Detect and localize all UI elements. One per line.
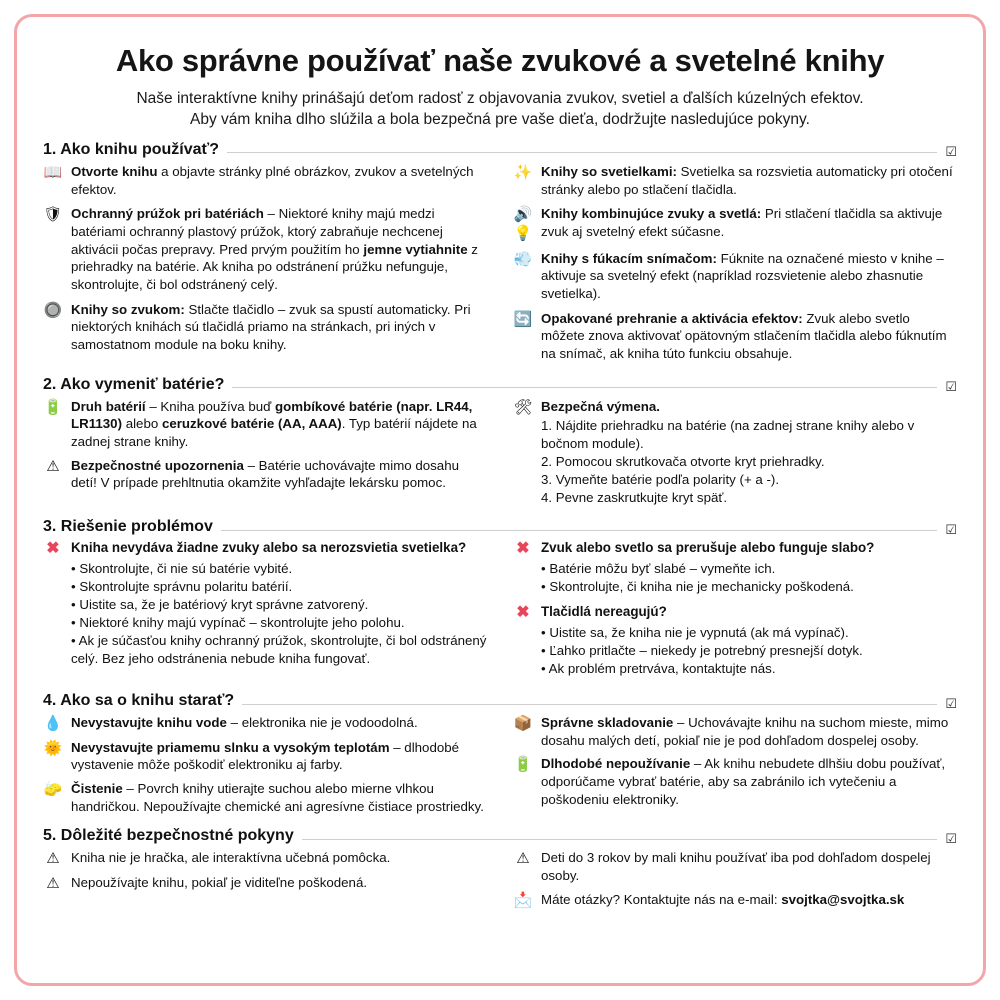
section (43, 518, 957, 686)
instruction-text: Bezpečnostné upozornenia – Batérie uchovávajte mimo dosahu detí! V prípade prehltnutia okamžite vyhľadajte lekársku pomoc. (71, 457, 459, 491)
instruction-item (513, 205, 957, 243)
bullet-item: • Uistite sa, že kniha nie je vypnutá (ak má vypínač). (541, 624, 849, 640)
section-rule (227, 152, 937, 153)
tools-icon: 🛠 (513, 398, 533, 416)
section (43, 141, 957, 370)
button-press-icon: 🔘 (43, 301, 63, 319)
section-columns (43, 398, 957, 513)
problem-question-text: Tlačidlá nereagujú? (541, 604, 667, 620)
instruction-item (513, 250, 957, 303)
bullet-item: • Niektoré knihy majú vypínač – skontrolujte jeho polohu. (71, 615, 405, 631)
instruction-text: Čistenie – Povrch knihy utierajte suchou alebo mierne vlhkou handričkou. Nepoužívajte chemické ani agresívne čistiace prostriedky. (71, 781, 484, 814)
section-rule (232, 387, 937, 388)
section-column-right (513, 398, 957, 513)
intro-paragraph (60, 89, 940, 131)
section-title: 4. Ako sa o knihu starať? (43, 692, 235, 710)
problem-bullets (71, 560, 487, 668)
instruction-item (43, 398, 487, 451)
page-title: Ako správne používať naše zvukové a svetelné knihy (115, 43, 885, 78)
instruction-text: Knihy kombinujúce zvuky a svetlá: Pri stlačení tlačidla sa aktivuje zvuk aj svetelný efekt súčasne. (541, 206, 943, 239)
instruction-text: Nepoužívajte knihu, pokiaľ je viditeľne poškodená. (71, 875, 368, 891)
instruction-item (43, 163, 487, 198)
instruction-item (513, 849, 957, 884)
instruction-text: Otvorte knihu a objavte stránky plné obrázkov, zvukov a svetelných efektov. (71, 163, 474, 197)
instruction-item (43, 849, 487, 868)
section-column-left (43, 849, 487, 915)
battery-icon: 🔋 (43, 398, 63, 416)
section-column-right (513, 163, 957, 370)
email-icon: 📩 (513, 891, 533, 909)
x-mark-icon: ✖ (516, 540, 530, 558)
checkbox-icon: ☑ (945, 830, 957, 846)
section-title: 3. Riešenie problémov (43, 518, 213, 536)
instruction-item (43, 739, 487, 774)
problem-question (43, 540, 487, 558)
section-columns (43, 849, 957, 915)
instruction-text: Ochranný prúžok pri batériách – Niektoré knihy majú medzi batériami ochranný plastový prúžok, ktorý zabraňuje nechcenej aktivácii počas prepravy. Pred prvým použitím ho jemne vytiahnite z priehradky na batérie. Ak kniha po odstránení prúžku nefunguje, skontrolujte, či bol odstránený celý. (71, 206, 478, 292)
section-column-right (513, 714, 957, 821)
instruction-item (513, 755, 957, 808)
warning-icon: ⚠ (46, 457, 60, 475)
blow-sensor-icon: 💨 (513, 250, 533, 268)
checkbox-icon: ☑ (945, 521, 957, 537)
section-title: 2. Ako vymeniť batérie? (43, 375, 225, 393)
bullet-item: • Uistite sa, že je batériový kryt správne zatvorený. (71, 597, 369, 613)
document-frame (14, 14, 986, 986)
sun-icon: 🌞 (43, 739, 63, 757)
steps-list (541, 417, 957, 506)
bullet-item: • Batérie môžu byť slabé – vymeňte ich. (541, 561, 776, 577)
bullet-item: • Ľahko pritlačte – niekedy je potrebný presnejší dotyk. (541, 642, 863, 658)
instruction-item (43, 457, 487, 492)
section-header (43, 518, 957, 536)
section-columns (43, 163, 957, 370)
instruction-text: Kniha nie je hračka, ale interaktívna učebná pomôcka. (71, 850, 391, 866)
warning-icon: ⚠ (516, 850, 530, 868)
x-mark-icon: ✖ (516, 604, 530, 622)
bullet-item: • Skontrolujte správnu polaritu batérií. (71, 579, 293, 595)
section (43, 376, 957, 513)
section-title: 1. Ako knihu používať? (43, 140, 219, 158)
instruction-text: Bezpečná výmena. 1. Nájdite priehradku na batérie (na zadnej strane knihy alebo v bočnom module). 2. Pomocou skrutkovača otvorte kryt priehradky. 3. Vymeňte batérie podľa polarity (+ a -). 4. Pevne zaskrutkujte kryt späť. (541, 398, 957, 507)
warning-icon: ⚠ (46, 875, 60, 893)
warning-icon: ⚠ (46, 850, 60, 868)
section (43, 827, 957, 915)
section-header (43, 827, 957, 845)
section-column-left (43, 714, 487, 821)
section-column-left (43, 540, 487, 686)
checkbox-icon: ☑ (945, 144, 957, 160)
section-header (43, 692, 957, 710)
problem-bullets (541, 624, 957, 678)
bullet-item: • Ak je súčasťou knihy ochranný prúžok, skontrolujte, či bol odstránený celý. Bez jeho odstránenia nebude kniha fungovať. (71, 633, 487, 667)
sponge-icon: 🧽 (43, 781, 63, 799)
intro-line-2: Aby vám kniha dlho slúžila a bola bezpečná pre vaše dieťa, dodržujte nasledujúce pokyny. (190, 110, 810, 128)
problem-question (513, 604, 957, 622)
instruction-text: Druh batérií – Kniha používa buď gombíkové batérie (napr. LR44, LR1130) alebo ceruzkové batérie (AA, AAA). Typ batérií nájdete na zadnej strane knihy. (71, 398, 477, 450)
instruction-item (43, 874, 487, 893)
x-mark-icon: ✖ (46, 540, 60, 558)
speaker-bulb-icon: 🔊💡 (513, 206, 533, 242)
section-header (43, 376, 957, 394)
step-item: 4. Pevne zaskrutkujte kryt späť. (541, 489, 728, 505)
section-header (43, 141, 957, 159)
water-drop-icon: 💧 (43, 715, 63, 733)
instruction-text: Máte otázky? Kontaktujte nás na e-mail: svojtka@svojtka.sk (541, 891, 905, 907)
section-column-right (513, 849, 957, 915)
instruction-item (513, 163, 957, 198)
intro-line-1: Naše interaktívne knihy prinášajú deťom radosť z objavovania zvukov, svetiel a ďalších kúzelných efektov. (136, 90, 864, 107)
section-rule (302, 839, 938, 840)
section-columns (43, 540, 957, 686)
bullet-item: • Skontrolujte, či nie sú batérie vybité. (71, 561, 293, 577)
instruction-text: Knihy so svetielkami: Svetielka sa rozsvietia automaticky pri otočení stránky alebo po stlačení tlačidla. (541, 163, 953, 197)
instruction-item (43, 301, 487, 354)
open-book-icon: 📖 (43, 163, 63, 181)
problem-question (513, 540, 957, 558)
bullet-item: • Skontrolujte, či kniha nie je mechanicky poškodená. (541, 579, 854, 595)
instruction-item (43, 205, 487, 293)
instruction-text: Dlhodobé nepoužívanie – Ak knihu nebudete dlhšiu dobu používať, odporúčame vybrať batérie, aby sa zabránilo ich vytečeniu a poškodeniu elektroniky. (541, 756, 946, 807)
instruction-item (513, 398, 957, 507)
problem-question-text: Zvuk alebo svetlo sa prerušuje alebo funguje slabo? (541, 540, 875, 556)
box-icon: 📦 (513, 715, 533, 733)
problem-bullets (541, 560, 957, 596)
section-columns (43, 714, 957, 821)
problem-question-text: Kniha nevydáva žiadne zvuky alebo sa nerozsvietia svetielka? (71, 540, 467, 556)
section-rule (242, 704, 937, 705)
instruction-item (43, 780, 487, 815)
instruction-text: Nevystavujte knihu vode – elektronika nie je vodoodolná. (71, 715, 418, 731)
instruction-text: Opakované prehranie a aktivácia efektov: Zvuk alebo svetlo môžete znova aktivovať opätovným stlačením tlačidla alebo fúknutím na snímač, ak kniha túto funkciu obsahuje. (541, 310, 947, 362)
checkbox-icon: ☑ (945, 379, 957, 395)
instruction-item (513, 891, 957, 910)
instruction-text: Knihy so zvukom: Stlačte tlačidlo – zvuk sa spustí automaticky. Pri niektorých knihách sú tlačidlá priamo na stránkach, pri iných v samostatnom module na boku knihy. (71, 301, 471, 352)
sparkle-icon: ✨ (513, 163, 533, 181)
section-column-right (513, 540, 957, 686)
instruction-text: Knihy s fúkacím snímačom: Fúknite na označené miesto v knihe – aktivuje sa svetelný efekt (napríklad rozsvietenie alebo zhasnutie svetielka). (541, 250, 944, 302)
shield-icon: 🛡 (43, 206, 63, 224)
step-item: 3. Vymeňte batérie podľa polarity (+ a -). (541, 471, 780, 487)
instruction-item (43, 714, 487, 733)
instruction-item (513, 714, 957, 749)
instruction-text: Nevystavujte priamemu slnku a vysokým teplotám – dlhodobé vystavenie môže poškodiť elektroniku aj farby. (71, 739, 460, 773)
section (43, 692, 957, 821)
instruction-text: Deti do 3 rokov by mali knihu používať iba pod dohľadom dospelej osoby. (541, 850, 931, 884)
instruction-item (513, 310, 957, 363)
repeat-icon: 🔄 (513, 310, 533, 328)
section-rule (221, 530, 938, 531)
checkbox-icon: ☑ (945, 695, 957, 711)
step-item: 1. Nájdite priehradku na batérie (na zadnej strane knihy alebo v bočnom module). (541, 418, 915, 452)
bullet-item: • Ak problém pretrváva, kontaktujte nás. (541, 660, 776, 676)
instruction-text: Správne skladovanie – Uchovávajte knihu na suchom mieste, mimo dosahu malých detí, pokiaľ nie je pod dohľadom dospelej osoby. (541, 715, 949, 748)
sections-container (43, 141, 957, 916)
section-title: 5. Dôležité bezpečnostné pokyny (43, 827, 294, 845)
section-column-left (43, 163, 487, 370)
step-item: 2. Pomocou skrutkovača otvorte kryt priehradky. (541, 454, 825, 470)
battery-icon: 🔋 (513, 756, 533, 774)
section-column-left (43, 398, 487, 513)
